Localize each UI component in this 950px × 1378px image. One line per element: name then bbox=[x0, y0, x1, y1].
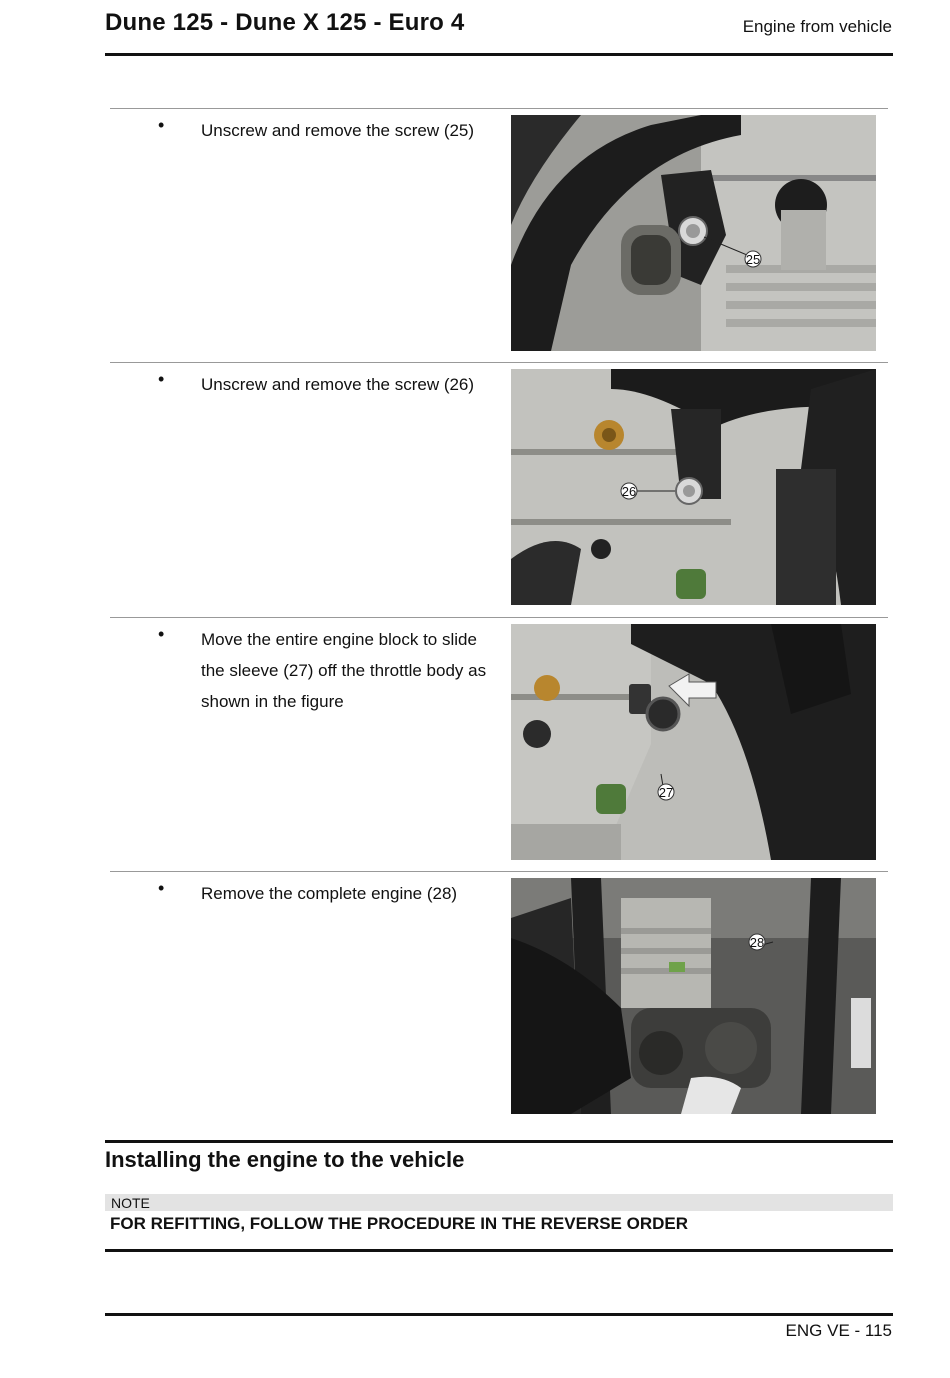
document-title: Dune 125 - Dune X 125 - Euro 4 bbox=[105, 9, 465, 36]
note-label: NOTE bbox=[111, 1195, 150, 1211]
procedure-step bbox=[110, 618, 888, 872]
note-header bbox=[105, 1194, 893, 1211]
section-title: Engine from vehicle bbox=[742, 17, 892, 36]
bullet-point: • bbox=[158, 624, 165, 644]
note-rule bbox=[105, 1249, 893, 1252]
engine-screw-photo bbox=[511, 369, 876, 605]
section-heading: Installing the engine to the vehicle bbox=[105, 1147, 465, 1172]
bullet-point: • bbox=[158, 878, 165, 898]
engine-removal-photo bbox=[511, 878, 876, 1114]
step-instruction: Remove the complete engine (28) bbox=[201, 884, 458, 903]
callout-label: 27 bbox=[658, 785, 674, 800]
callout-label: 25 bbox=[745, 252, 761, 267]
note-text: FOR REFITTING, FOLLOW THE PROCEDURE IN THE REVERSE ORDER bbox=[110, 1214, 689, 1233]
procedure-step bbox=[110, 872, 888, 1126]
engine-sleeve-photo bbox=[511, 624, 876, 860]
step-instruction: Unscrew and remove the screw (26) bbox=[201, 375, 475, 394]
bullet-point: • bbox=[158, 115, 165, 135]
callout-label: 28 bbox=[749, 935, 765, 950]
callout-label: 26 bbox=[621, 484, 637, 499]
procedure-step bbox=[110, 363, 888, 617]
section-rule bbox=[105, 1140, 893, 1143]
page-number: ENG VE - 115 bbox=[785, 1321, 892, 1340]
procedure-step bbox=[110, 109, 888, 363]
engine-screw-photo bbox=[511, 115, 876, 351]
step-instruction: Move the entire engine block to slide the sleeve (27) off the throttle body as shown in the figure bbox=[201, 630, 487, 711]
header-rule bbox=[105, 53, 893, 56]
bullet-point: • bbox=[158, 369, 165, 389]
step-instruction: Unscrew and remove the screw (25) bbox=[201, 121, 475, 140]
footer-rule bbox=[105, 1313, 893, 1316]
